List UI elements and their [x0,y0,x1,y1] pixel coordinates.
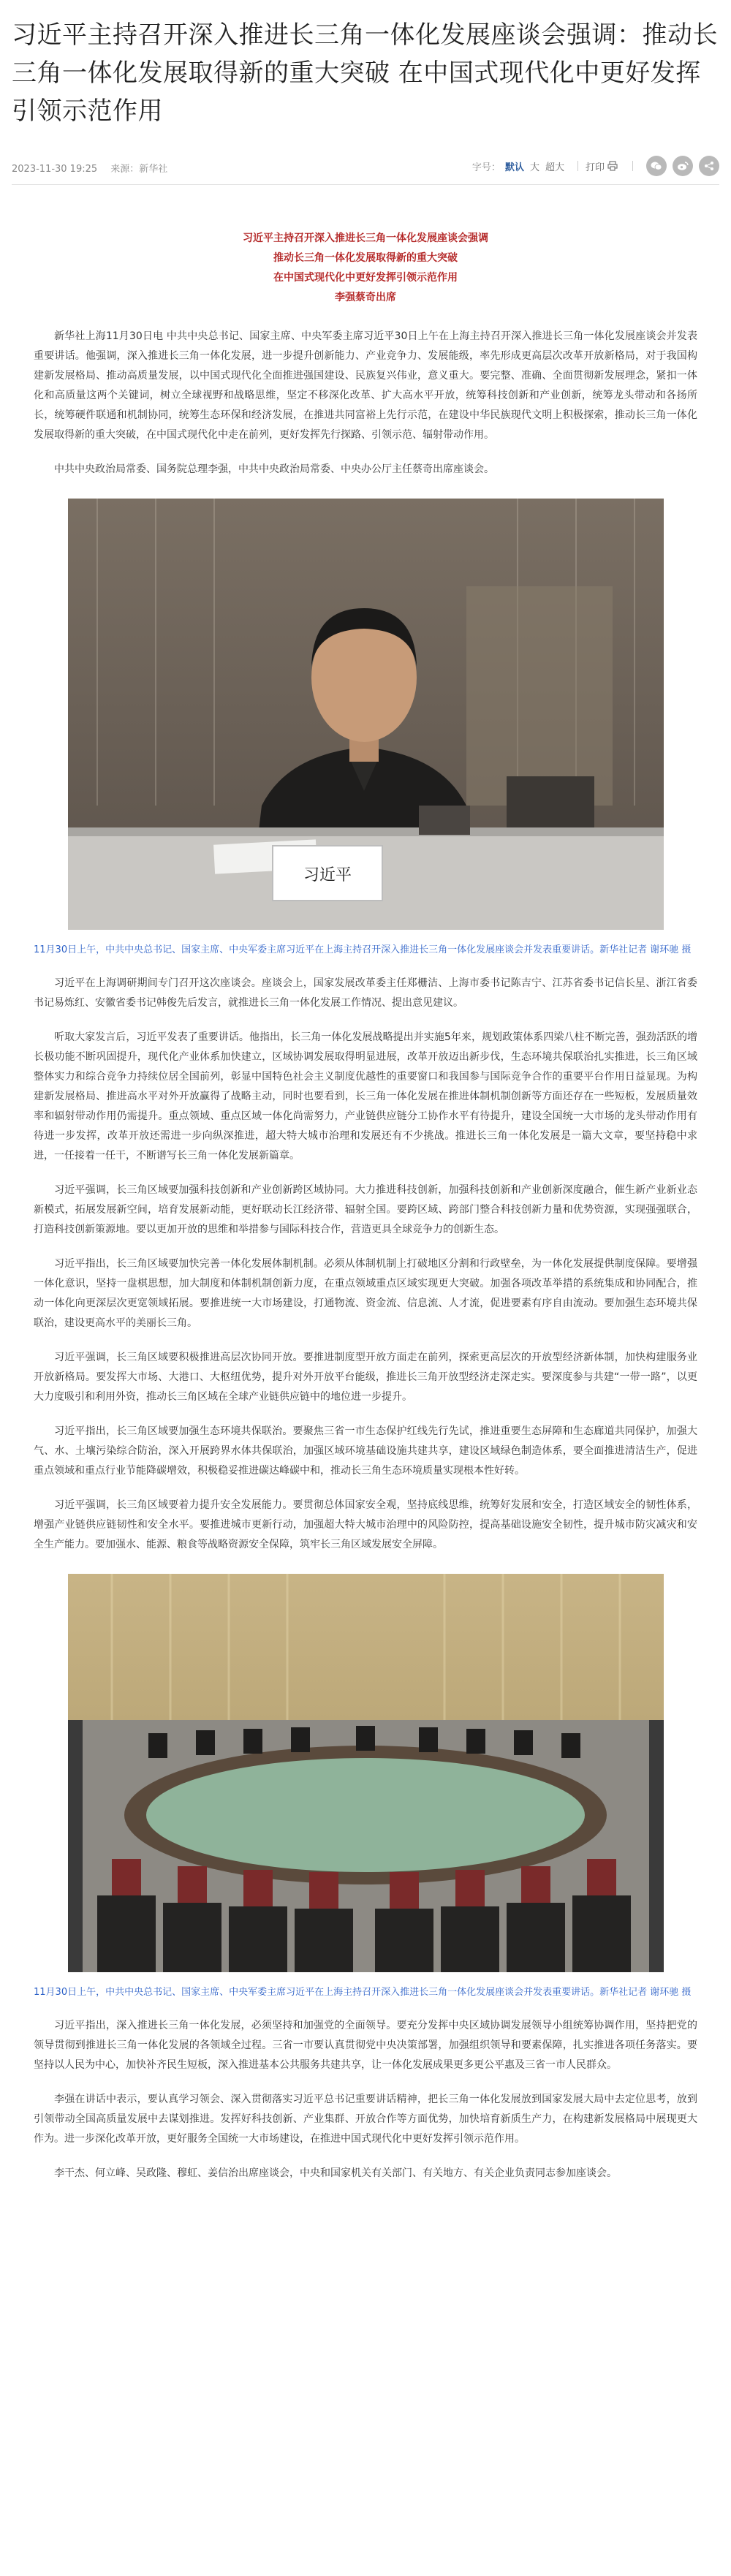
paragraph: 李强在讲话中表示，要认真学习领会、深入贯彻落实习近平总书记重要讲话精神，把长三角一体化发展放到国家发展大局中去定位思考，放到引领带动全国高质量发展中去谋划推进。发挥好科技创新、产业集群、开放合作等方面优势，加快培育新质生产力，在构建新发展格局中展现更大作为。进一步深化改革开放，更好服务全国统一大市场建设，在推进中国式现代化中更好发挥引领示范作用。 [34,2094,697,2145]
photo-caption: 11月30日上午，中共中央总书记、国家主席、中央军委主席习近平在上海主持召开深入推进长三角一体化发展座谈会并发表重要讲话。新华社记者 谢环驰 摄 [34,944,692,955]
paragraph: 习近平强调，长三角区域要着力提升安全发展能力。要贯彻总体国家安全观，坚持底线思维，统筹好发展和安全，打造区域安全的韧性体系，增强产业链供应链韧性和安全水平。要推进城市更新行动，加强超大特大城市治理中的风险防控，提高基础设施安全韧性，提升城市防灾减灾和安全生产能力。要加强水、能源、粮食等战略资源安全保障，筑牢长三角区域发展安全屏障。 [34,1499,697,1550]
weibo-icon [677,161,689,171]
header-divider [12,184,719,185]
print-button[interactable] [586,159,618,173]
font-size-large[interactable]: 大 [529,162,539,173]
print-label: 打印 [585,162,605,173]
paragraph: 中共中央政治局常委、国务院总理李强，中共中央政治局常委、中央办公厅主任蔡奇出席座谈会。 [54,463,494,475]
toolbar-divider [577,161,578,171]
news-photo-meeting [68,1574,664,1972]
wechat-icon [651,161,662,171]
toolbar-divider [632,161,633,171]
font-size-label: 字号： [471,162,501,173]
font-size-xlarge[interactable]: 超大 [545,162,564,173]
paragraph: 习近平指出，深入推进长三角一体化发展，必须坚持和加强党的全面领导。要充分发挥中央区域协调发展领导小组统筹协调作用，坚持把党的领导贯彻到推进长三角一体化发展的各领域全过程。三省一市要认真贯彻党中央决策部署，加强组织领导和要素保障，扎实推进各项任务落实。要坚持以人民为中心，加快补齐民生短板，深入推进基本公共服务共建共享，让一体化发展成果更多更公平惠及三省一市人民群众。 [34,2020,697,2071]
summary-line: 李强蔡奇出席 [335,292,396,303]
paragraph: 习近平在上海调研期间专门召开这次座谈会。座谈会上，国家发展改革委主任郑栅洁、上海市委书记陈吉宁、江苏省委书记信长星、浙江省委书记易炼红、安徽省委书记韩俊先后发言，就推进长三角一体化发展工作情况、提出意见建议。 [34,977,697,1009]
summary-line: 推动长三角一体化发展取得新的重大突破 [273,252,458,264]
article-body [0,327,731,2183]
wechat-share-button[interactable] [646,156,667,176]
photo-illustration [68,499,664,930]
paragraph: 习近平强调，长三角区域要加强科技创新和产业创新跨区域协同。大力推进科技创新，加强科技创新和产业创新深度融合，催生新产业新业态新模式，拓展发展新空间，培育发展新动能，更好联动长江经济带、辐射全国。要跨区域、跨部门整合科技创新力量和优势资源，实现强强联合，打造科技创新策源地。要以更加开放的思维和举措参与国际科技合作，营造更具全球竞争力的创新生态。 [34,1184,697,1235]
article-meta-bar [12,155,719,181]
nameplate-text: 习近平 [303,866,352,884]
publish-date: 2023-11-30 19:25 [12,164,98,175]
article-header [0,0,731,130]
meta-tools [472,155,719,177]
meta-info [12,161,178,175]
article-summary [0,230,731,306]
article-source: 来源：新华社 [110,164,168,175]
paragraph: 新华社上海11月30日电 中共中央总书记、国家主席、中央军委主席习近平30日上午在上海主持召开深入推进长三角一体化发展座谈会并发表重要讲话。他强调，深入推进长三角一体化发展，进一步提升创新能力、产业竞争力、发展能级，率先形成更高层次改革开放新格局，对于我国构建新发展格局、推动高质量发展，以中国式现代化全面推进强国建设、民族复兴伟业，意义重大。要完整、准确、全面贯彻新发展理念，紧扣一体化和高质量这两个关键词，树立全球视野和战略思维，坚定不移深化改革、扩大高水平开放，统筹科技创新和产业创新，统筹龙头带动和各扬所长，统筹硬件联通和机制协同，统筹生态环保和经济发展，在推进共同富裕上先行示范，在建设中华民族现代文明上积极探索，推动长三角一体化发展取得新的重大突破，在中国式现代化中走在前列，更好发挥先行探路、引领示范、辐射带动作用。 [34,330,697,441]
article-title: 习近平主持召开深入推进长三角一体化发展座谈会强调：推动长三角一体化发展取得新的重大突破 在中国式现代化中更好发挥引领示范作用 [12,20,718,126]
photo-caption: 11月30日上午，中共中央总书记、国家主席、中央军委主席习近平在上海主持召开深入推进长三角一体化发展座谈会并发表重要讲话。新华社记者 谢环驰 摄 [34,1987,692,1998]
paragraph: 习近平强调，长三角区域要积极推进高层次协同开放。要推进制度型开放方面走在前列，探索更高层次的开放型经济新体制，加快构建服务业开放新格局。要发挥大市场、大港口、大枢纽优势，提升对外开放平台能级，推进长三角开放型经济走深走实。要深度参与共建“一带一路”，以更大力度吸引和利用外资，推动长三角区域在全球产业链供应链中的地位进一步提升。 [34,1352,697,1403]
weibo-share-button[interactable] [673,156,693,176]
news-photo-speaker [68,499,664,930]
paragraph: 听取大家发言后，习近平发表了重要讲话。他指出，长三角一体化发展战略提出并实施5年来，规划政策体系四梁八柱不断完善，强劲活跃的增长极功能不断巩固提升，现代化产业体系加快建立，区域协调发展取得明显进展，改革开放迈出新步伐，生态环境共保联治扎实推进，长三角区域整体实力和综合竞争力持续位居全国前列，彰显中国特色社会主义制度优越性的重要窗口和我国参与国际竞争合作的重要平台作用日益显现。为构建新发展格局、推进高水平对外开放赢得了战略主动，同时也要看到，长三角一体化发展在推进体制机制创新等方面还存在一些短板，发展质量效率和辐射带动作用仍需提升。重点领域、重点区域一体化尚需努力，产业链供应链分工协作水平有待提升，建设全国统一大市场的龙头带动作用有待进一步发挥，改革开放还需进一步向纵深推进，超大特大城市治理和发展还有不少挑战。推进长三角一体化发展是一篇大文章，要坚持稳中求进，一任接着一任干，不断谱写长三角一体化发展新篇章。 [34,1031,697,1162]
print-icon [607,161,618,171]
share-icon [704,161,714,171]
photo-illustration [68,1574,664,1972]
summary-line: 习近平主持召开深入推进长三角一体化发展座谈会强调 [243,232,488,244]
summary-line: 在中国式现代化中更好发挥引领示范作用 [273,272,458,284]
paragraph: 李干杰、何立峰、吴政隆、穆虹、姜信治出席座谈会，中央和国家机关有关部门、有关地方、有关企业负责同志参加座谈会。 [54,2167,617,2179]
paragraph: 习近平指出，长三角区域要加强生态环境共保联治。要聚焦三省一市生态保护红线先行先试，推进重要生态屏障和生态廊道共同保护，加强大气、水、土壤污染综合防治，深入开展跨界水体共保联治，加强区域环境基础设施共建共享，建设区域绿色制造体系，要全面推进清洁生产，促进重点领域和重点行业节能降碳增效，积极稳妥推进碳达峰碳中和，推动长三角生态环境质量实现根本性好转。 [34,1425,697,1477]
paragraph: 习近平指出，长三角区域要加快完善一体化发展体制机制。必须从体制机制上打破地区分割和行政壁垒，为一体化发展提供制度保障。要增强一体化意识，坚持一盘棋思想，加大制度和体制机制创新力度，在重点领域重点区域实现更大突破。加强各项改革举措的系统集成和协同配合，推动一体化向更深层次更宽领域拓展。要推进统一大市场建设，打通物流、资金流、信息流、人才流，促进要素有序自由流动。要加强生态环境共保联治，建设更高水平的美丽长三角。 [34,1258,697,1329]
more-share-button[interactable] [699,156,719,176]
font-size-default[interactable]: 默认 [504,162,524,173]
